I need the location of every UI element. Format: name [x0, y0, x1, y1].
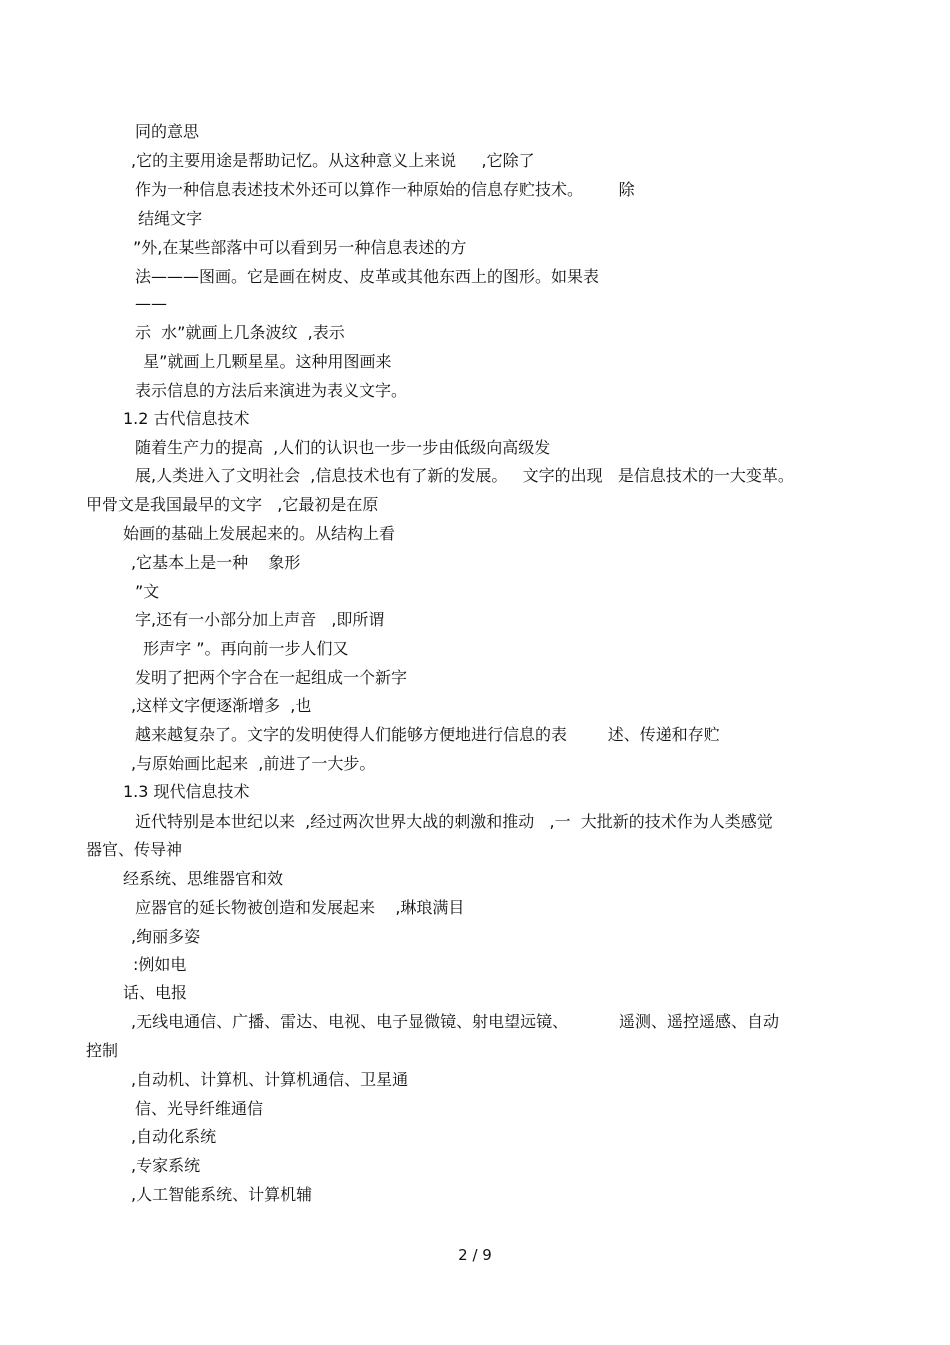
text-line: 形声字 ”。再向前一步人们又: [133, 639, 349, 658]
text-line: 星”就画上几颗星星。这种用图画来: [133, 352, 392, 371]
text-line: ,自动机、计算机、计算机通信、卫星通: [131, 1070, 409, 1089]
text-line: 话、电报: [123, 983, 188, 1002]
text-line: ”文: [135, 582, 160, 601]
text-line: 表示信息的方法后来演进为表义文字。: [135, 381, 408, 400]
text-line: 同的意思: [135, 122, 200, 141]
text-line: 字,还有一小部分加上声音 ,即所谓: [135, 610, 385, 629]
text-line: ,自动化系统: [131, 1127, 217, 1146]
text-line: ,与原始画比起来 ,前进了一大步。: [131, 754, 376, 773]
text-line: :例如电: [133, 955, 187, 974]
text-line: 越来越复杂了。文字的发明使得人们能够方便地进行信息的表 述、传递和存贮: [135, 725, 720, 744]
section-heading: 1.3 现代信息技术: [123, 782, 250, 801]
text-line: 作为一种信息表述技术外还可以算作一种原始的信息存贮技术。 除: [135, 180, 635, 199]
text-line: 近代特别是本世纪以来 ,经过两次世界大战的刺激和推动 ,一 大批新的技术作为人类感觉: [135, 812, 773, 831]
text-line: 示 水”就画上几条波纹 ,表示: [135, 323, 345, 342]
text-line: ,它基本上是一种 象形: [131, 553, 301, 572]
text-line: 器官、传导神: [86, 840, 183, 859]
text-line: ,专家系统: [131, 1156, 201, 1175]
text-line: 法———图画。它是画在树皮、皮革或其他东西上的图形。如果表: [135, 267, 600, 286]
text-line: ,人工智能系统、计算机辅: [131, 1185, 313, 1204]
page-number: 2 / 9: [458, 1246, 492, 1264]
text-line: 结绳文字: [133, 209, 203, 228]
text-line: 应器官的延长物被创造和发展起来 ,琳琅满目: [135, 898, 465, 917]
text-line: 展,人类进入了文明社会 ,信息技术也有了新的发展。 文字的出现 是信息技术的一大变革。: [135, 466, 794, 485]
section-heading: 1.2 古代信息技术: [123, 409, 250, 428]
text-line: ——: [135, 294, 167, 313]
text-line: ,绚丽多姿: [131, 927, 201, 946]
text-line: 发明了把两个字合在一起组成一个新字: [135, 668, 408, 687]
text-line: ,这样文字便逐渐增多 ,也: [131, 696, 312, 715]
text-line: 始画的基础上发展起来的。从结构上看: [123, 524, 396, 543]
text-line: 经系统、思维器官和效: [123, 869, 284, 888]
text-line: ,无线电通信、广播、雷达、电视、电子显微镜、射电望远镜、 遥测、遥控遥感、自动: [131, 1012, 779, 1031]
text-line: 控制: [86, 1041, 119, 1060]
text-line: 随着生产力的提高 ,人们的认识也一步一步由低级向高级发: [135, 438, 551, 457]
text-line: 甲骨文是我国最早的文字 ,它最初是在原: [86, 495, 379, 514]
text-line: ,它的主要用途是帮助记忆。从这种意义上来说 ,它除了: [131, 151, 535, 170]
text-line: 信、光导纤维通信: [135, 1099, 264, 1118]
text-line: ”外,在某些部落中可以看到另一种信息表述的方: [133, 238, 467, 257]
